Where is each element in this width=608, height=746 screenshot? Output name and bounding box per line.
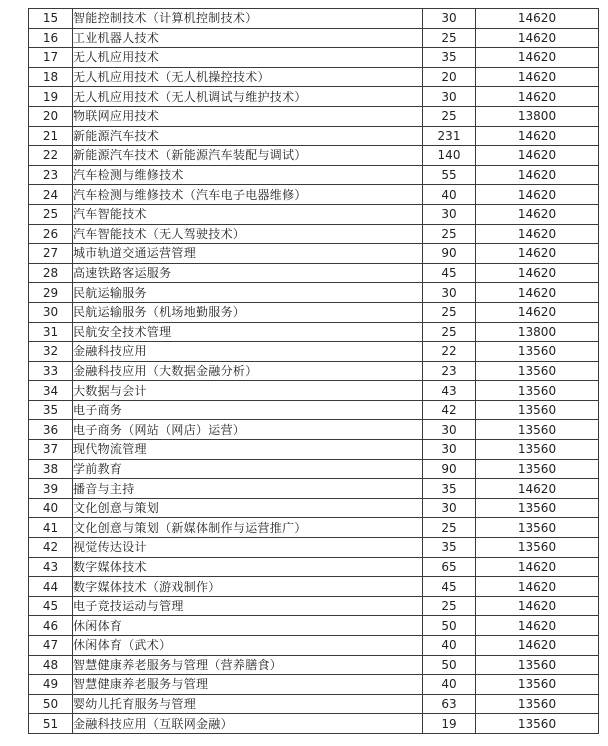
table-row (29, 714, 599, 734)
program-name-cell: 电子商务 (73, 400, 423, 420)
tuition-fee-cell: 13800 (476, 322, 599, 342)
plan-count-cell: 25 (423, 106, 476, 126)
plan-count-cell: 35 (423, 538, 476, 558)
row-number-cell: 39 (29, 479, 73, 499)
row-number-cell: 23 (29, 165, 73, 185)
row-number-cell: 33 (29, 361, 73, 381)
tuition-fee-cell: 14620 (476, 244, 599, 264)
tuition-fee-cell: 14620 (476, 577, 599, 597)
table-row (29, 87, 599, 107)
row-number-cell: 41 (29, 518, 73, 538)
row-number-cell: 50 (29, 694, 73, 714)
program-name-cell: 工业机器人技术 (73, 28, 423, 48)
table-row (29, 498, 599, 518)
tuition-fee-cell: 14620 (476, 185, 599, 205)
program-name-cell: 汽车检测与维修技术 (73, 165, 423, 185)
table-row (29, 185, 599, 205)
row-number-cell: 19 (29, 87, 73, 107)
tuition-fee-cell: 13560 (476, 400, 599, 420)
table-row (29, 459, 599, 479)
tuition-fee-cell: 13560 (476, 655, 599, 675)
tuition-fee-cell: 14620 (476, 616, 599, 636)
program-name-cell: 新能源汽车技术 (73, 126, 423, 146)
row-number-cell: 36 (29, 420, 73, 440)
enrollment-table-body (29, 9, 599, 734)
plan-count-cell: 90 (423, 459, 476, 479)
table-row (29, 538, 599, 558)
row-number-cell: 29 (29, 283, 73, 303)
tuition-fee-cell: 13560 (476, 440, 599, 460)
plan-count-cell: 50 (423, 616, 476, 636)
row-number-cell: 37 (29, 440, 73, 460)
plan-count-cell: 55 (423, 165, 476, 185)
program-name-cell: 物联网应用技术 (73, 106, 423, 126)
table-row (29, 165, 599, 185)
program-name-cell: 新能源汽车技术（新能源汽车装配与调试） (73, 146, 423, 166)
table-row (29, 400, 599, 420)
program-name-cell: 汽车智能技术 (73, 204, 423, 224)
table-row (29, 361, 599, 381)
table-row (29, 9, 599, 29)
table-row (29, 126, 599, 146)
plan-count-cell: 25 (423, 302, 476, 322)
row-number-cell: 31 (29, 322, 73, 342)
table-row (29, 67, 599, 87)
program-name-cell: 民航运输服务 (73, 283, 423, 303)
row-number-cell: 44 (29, 577, 73, 597)
row-number-cell: 43 (29, 557, 73, 577)
table-row (29, 302, 599, 322)
row-number-cell: 38 (29, 459, 73, 479)
program-name-cell: 休闲体育（武术） (73, 636, 423, 656)
table-row (29, 283, 599, 303)
plan-count-cell: 40 (423, 185, 476, 205)
plan-count-cell: 40 (423, 675, 476, 695)
program-name-cell: 电子商务（网站（网店）运营） (73, 420, 423, 440)
table-row (29, 479, 599, 499)
tuition-fee-cell: 14620 (476, 146, 599, 166)
row-number-cell: 46 (29, 616, 73, 636)
row-number-cell: 15 (29, 9, 73, 29)
tuition-fee-cell: 14620 (476, 596, 599, 616)
table-row (29, 263, 599, 283)
program-name-cell: 数字媒体技术（游戏制作） (73, 577, 423, 597)
plan-count-cell: 20 (423, 67, 476, 87)
plan-count-cell: 19 (423, 714, 476, 734)
row-number-cell: 17 (29, 48, 73, 68)
table-row (29, 596, 599, 616)
table-row (29, 518, 599, 538)
program-name-cell: 民航安全技术管理 (73, 322, 423, 342)
program-name-cell: 金融科技应用（互联网金融） (73, 714, 423, 734)
table-row (29, 224, 599, 244)
tuition-fee-cell: 14620 (476, 224, 599, 244)
row-number-cell: 22 (29, 146, 73, 166)
plan-count-cell: 25 (423, 322, 476, 342)
table-row (29, 557, 599, 577)
program-name-cell: 休闲体育 (73, 616, 423, 636)
tuition-fee-cell: 13560 (476, 714, 599, 734)
row-number-cell: 21 (29, 126, 73, 146)
program-name-cell: 金融科技应用 (73, 342, 423, 362)
row-number-cell: 49 (29, 675, 73, 695)
row-number-cell: 42 (29, 538, 73, 558)
tuition-fee-cell: 13560 (476, 498, 599, 518)
plan-count-cell: 35 (423, 48, 476, 68)
tuition-fee-cell: 13560 (476, 342, 599, 362)
tuition-fee-cell: 13560 (476, 518, 599, 538)
tuition-fee-cell: 14620 (476, 9, 599, 29)
tuition-fee-cell: 13560 (476, 694, 599, 714)
plan-count-cell: 45 (423, 577, 476, 597)
plan-count-cell: 45 (423, 263, 476, 283)
plan-count-cell: 50 (423, 655, 476, 675)
tuition-fee-cell: 14620 (476, 302, 599, 322)
table-row (29, 440, 599, 460)
program-name-cell: 现代物流管理 (73, 440, 423, 460)
plan-count-cell: 140 (423, 146, 476, 166)
plan-count-cell: 25 (423, 28, 476, 48)
row-number-cell: 27 (29, 244, 73, 264)
program-name-cell: 学前教育 (73, 459, 423, 479)
table-row (29, 636, 599, 656)
row-number-cell: 51 (29, 714, 73, 734)
plan-count-cell: 65 (423, 557, 476, 577)
table-row (29, 322, 599, 342)
plan-count-cell: 35 (423, 479, 476, 499)
plan-count-cell: 25 (423, 224, 476, 244)
program-name-cell: 文化创意与策划 (73, 498, 423, 518)
plan-count-cell: 43 (423, 381, 476, 401)
row-number-cell: 47 (29, 636, 73, 656)
row-number-cell: 34 (29, 381, 73, 401)
row-number-cell: 35 (29, 400, 73, 420)
table-row (29, 244, 599, 264)
row-number-cell: 25 (29, 204, 73, 224)
plan-count-cell: 40 (423, 636, 476, 656)
plan-count-cell: 63 (423, 694, 476, 714)
row-number-cell: 28 (29, 263, 73, 283)
plan-count-cell: 22 (423, 342, 476, 362)
tuition-fee-cell: 13560 (476, 420, 599, 440)
program-name-cell: 金融科技应用（大数据金融分析） (73, 361, 423, 381)
plan-count-cell: 231 (423, 126, 476, 146)
tuition-fee-cell: 14620 (476, 557, 599, 577)
tuition-fee-cell: 13800 (476, 106, 599, 126)
program-name-cell: 高速铁路客运服务 (73, 263, 423, 283)
table-row (29, 694, 599, 714)
tuition-fee-cell: 14620 (476, 165, 599, 185)
table-row (29, 146, 599, 166)
table-row (29, 675, 599, 695)
program-name-cell: 婴幼儿托育服务与管理 (73, 694, 423, 714)
plan-count-cell: 25 (423, 596, 476, 616)
table-row (29, 577, 599, 597)
row-number-cell: 16 (29, 28, 73, 48)
tuition-fee-cell: 13560 (476, 538, 599, 558)
program-name-cell: 电子竞技运动与管理 (73, 596, 423, 616)
program-name-cell: 大数据与会计 (73, 381, 423, 401)
row-number-cell: 18 (29, 67, 73, 87)
tuition-fee-cell: 13560 (476, 361, 599, 381)
table-row (29, 106, 599, 126)
program-name-cell: 汽车智能技术（无人驾驶技术） (73, 224, 423, 244)
plan-count-cell: 30 (423, 9, 476, 29)
plan-count-cell: 30 (423, 420, 476, 440)
tuition-fee-cell: 14620 (476, 479, 599, 499)
plan-count-cell: 30 (423, 204, 476, 224)
row-number-cell: 26 (29, 224, 73, 244)
tuition-fee-cell: 14620 (476, 283, 599, 303)
tuition-fee-cell: 14620 (476, 204, 599, 224)
tuition-fee-cell: 13560 (476, 675, 599, 695)
row-number-cell: 24 (29, 185, 73, 205)
tuition-fee-cell: 14620 (476, 87, 599, 107)
tuition-fee-cell: 14620 (476, 67, 599, 87)
tuition-fee-cell: 14620 (476, 28, 599, 48)
row-number-cell: 45 (29, 596, 73, 616)
program-name-cell: 数字媒体技术 (73, 557, 423, 577)
row-number-cell: 32 (29, 342, 73, 362)
program-name-cell: 无人机应用技术 (73, 48, 423, 68)
plan-count-cell: 90 (423, 244, 476, 264)
tuition-fee-cell: 14620 (476, 263, 599, 283)
tuition-fee-cell: 14620 (476, 636, 599, 656)
tuition-fee-cell: 14620 (476, 126, 599, 146)
table-row (29, 420, 599, 440)
program-name-cell: 汽车检测与维修技术（汽车电子电器维修） (73, 185, 423, 205)
plan-count-cell: 42 (423, 400, 476, 420)
row-number-cell: 40 (29, 498, 73, 518)
plan-count-cell: 30 (423, 440, 476, 460)
table-row (29, 204, 599, 224)
program-name-cell: 文化创意与策划（新媒体制作与运营推广） (73, 518, 423, 538)
program-name-cell: 智慧健康养老服务与管理（营养膳食） (73, 655, 423, 675)
program-name-cell: 智能控制技术（计算机控制技术） (73, 9, 423, 29)
table-row (29, 28, 599, 48)
program-name-cell: 民航运输服务（机场地勤服务） (73, 302, 423, 322)
table-row (29, 342, 599, 362)
enrollment-table (28, 8, 599, 734)
tuition-fee-cell: 14620 (476, 48, 599, 68)
tuition-fee-cell: 13560 (476, 381, 599, 401)
row-number-cell: 30 (29, 302, 73, 322)
plan-count-cell: 30 (423, 87, 476, 107)
program-name-cell: 无人机应用技术（无人机操控技术） (73, 67, 423, 87)
table-row (29, 616, 599, 636)
tuition-fee-cell: 13560 (476, 459, 599, 479)
row-number-cell: 48 (29, 655, 73, 675)
plan-count-cell: 25 (423, 518, 476, 538)
program-name-cell: 智慧健康养老服务与管理 (73, 675, 423, 695)
table-row (29, 48, 599, 68)
table-row (29, 655, 599, 675)
plan-count-cell: 30 (423, 498, 476, 518)
program-name-cell: 无人机应用技术（无人机调试与维护技术） (73, 87, 423, 107)
program-name-cell: 视觉传达设计 (73, 538, 423, 558)
program-name-cell: 城市轨道交通运营管理 (73, 244, 423, 264)
row-number-cell: 20 (29, 106, 73, 126)
table-row (29, 381, 599, 401)
plan-count-cell: 30 (423, 283, 476, 303)
program-name-cell: 播音与主持 (73, 479, 423, 499)
plan-count-cell: 23 (423, 361, 476, 381)
